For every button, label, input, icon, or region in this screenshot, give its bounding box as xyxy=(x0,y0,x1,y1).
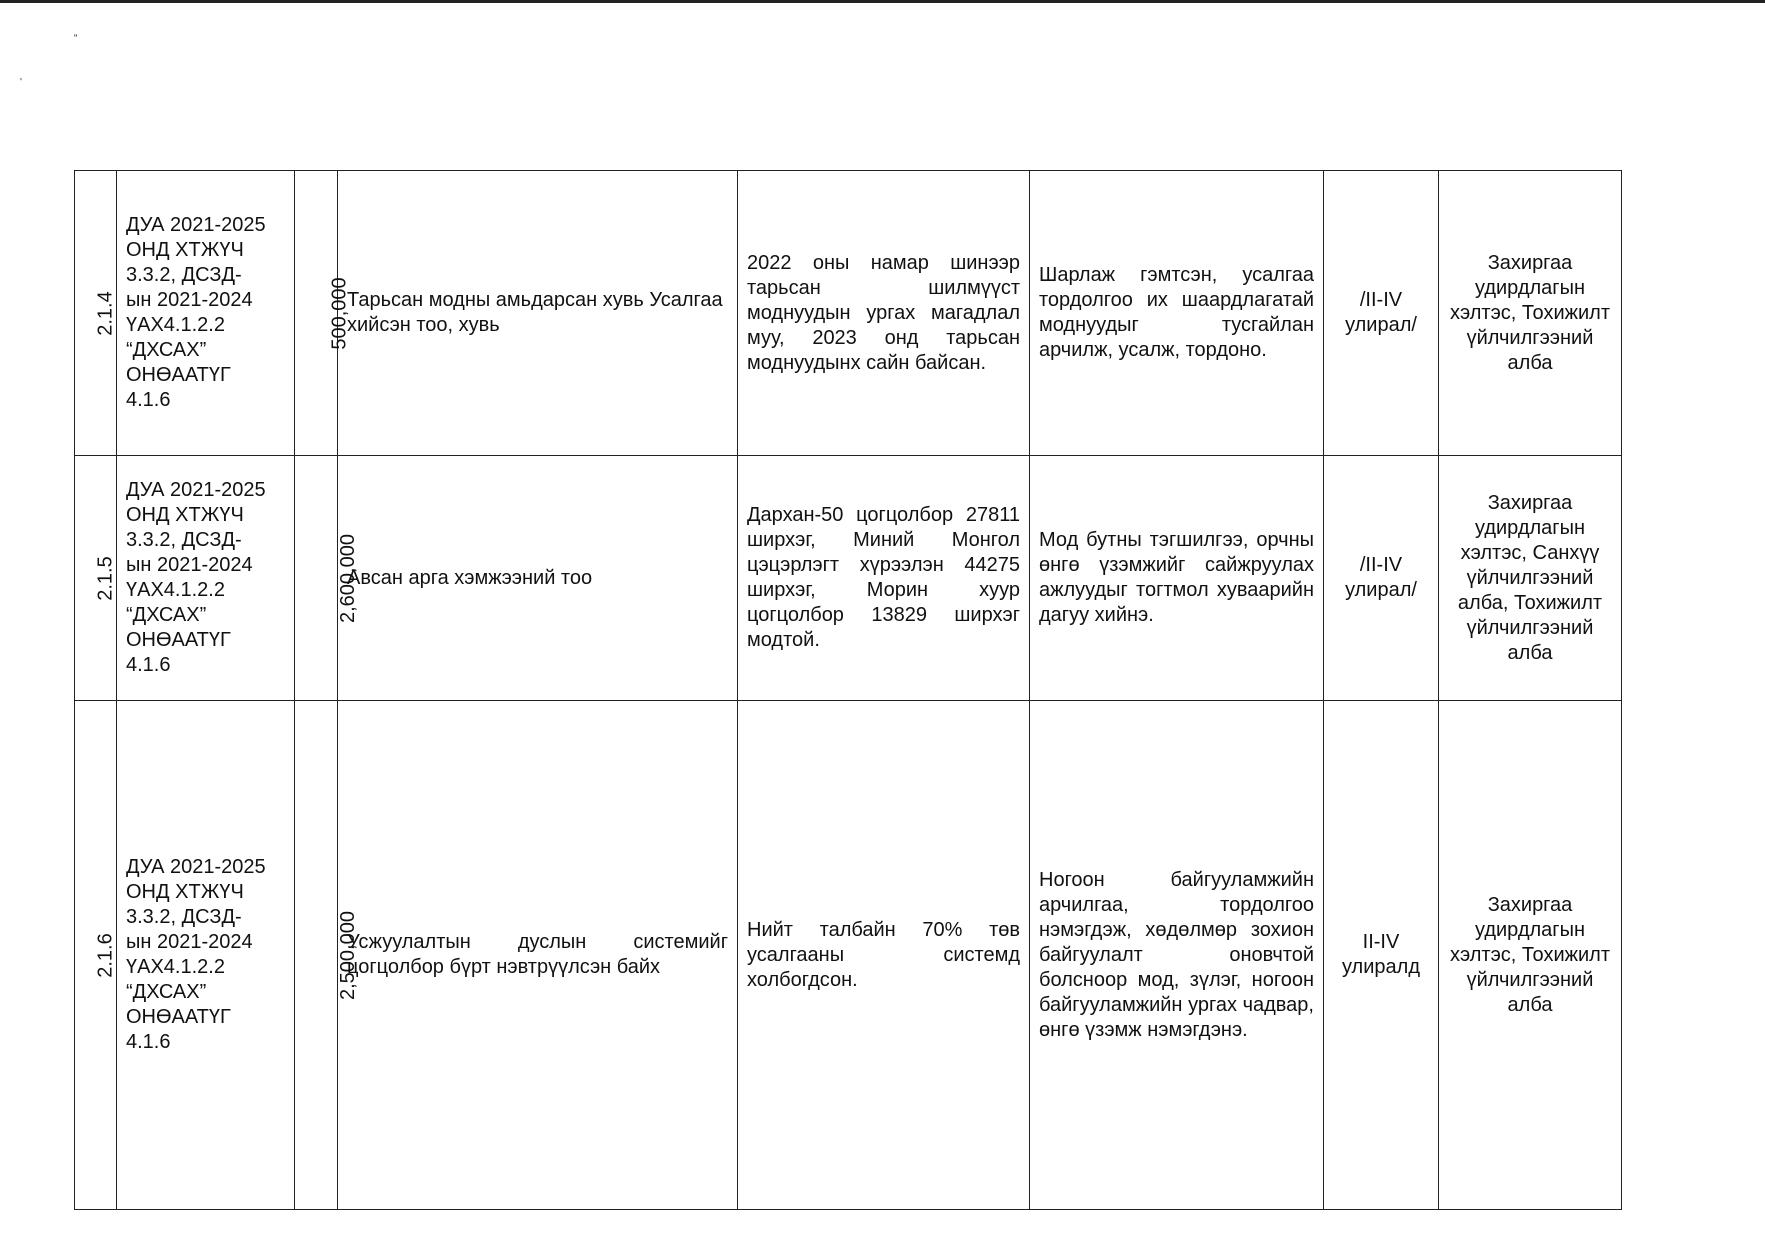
reference-line: “ДХСАХ” xyxy=(126,339,207,361)
reference-cell xyxy=(117,171,295,456)
reference-line: ын 2021-2024 xyxy=(126,289,253,311)
table-row xyxy=(75,701,1622,1210)
reference-line: ОНӨААТҮГ xyxy=(126,1006,231,1028)
timeline-cell: II-IV улиралд xyxy=(1324,701,1439,1210)
reference-line: ын 2021-2024 xyxy=(126,931,253,953)
reference-line: ОНӨААТҮГ xyxy=(126,629,231,651)
indicator-cell: Усжуулалтын дуслын системийг цогцолбор бүрт нэвтрүүлсэн байх xyxy=(338,701,738,1210)
reference-line: ын 2021-2024 xyxy=(126,554,253,576)
reference-line: 4.1.6 xyxy=(126,389,171,411)
action-cell: Мод бутны тэгшилгээ, орчны өнгө үзэмжийг сайжруулах ажлуудыг тогтмол хуваарийн дагуу хийнэ. xyxy=(1030,456,1324,701)
table-row xyxy=(75,171,1622,456)
responsible-cell: Захиргаа удирдлагын хэлтэс, Тохижилт үйлчилгээний алба xyxy=(1439,701,1622,1210)
scan-speck: “ xyxy=(74,33,78,44)
budget-amount: 2,500,000 xyxy=(336,910,359,1000)
reference-line: ДУА 2021-2025 xyxy=(126,479,266,501)
page-top-border xyxy=(0,0,1765,3)
baseline-cell: 2022 оны намар шинээр тарьсан шилмүүст моднуудын ургах магадлал муу, 2023 онд тарьсан моднуудынх сайн байсан. xyxy=(738,171,1030,456)
item-number: 2.1.5 xyxy=(94,555,117,601)
budget-cell xyxy=(295,456,359,701)
reference-line: ҮАХ4.1.2.2 xyxy=(126,579,225,601)
reference-line: ОНД ХТЖҮЧ xyxy=(126,504,244,526)
timeline-cell: /II-IV улирал/ xyxy=(1324,171,1439,456)
item-number-cell xyxy=(75,701,117,1210)
item-number-cell xyxy=(75,456,117,701)
table-row xyxy=(75,456,1622,701)
indicator-cell: Тарьсан модны амьдарсан хувь Усалгаа хийсэн тоо, хувь xyxy=(338,171,738,456)
reference-line: 3.3.2, ДСЗД- xyxy=(126,906,242,928)
budget-cell xyxy=(295,171,351,456)
reference-line: ҮАХ4.1.2.2 xyxy=(126,314,225,336)
item-number: 2.1.4 xyxy=(94,290,117,336)
responsible-cell: Захиргаа удирдлагын хэлтэс, Санхүү үйлчилгээний алба, Тохижилт үйлчилгээний алба xyxy=(1439,456,1622,701)
budget-cell xyxy=(295,701,359,1210)
reference-line: 4.1.6 xyxy=(126,654,171,676)
reference-line: 3.3.2, ДСЗД- xyxy=(126,264,242,286)
reference-line: ОНД ХТЖҮЧ xyxy=(126,239,244,261)
reference-line: “ДХСАХ” xyxy=(126,981,207,1003)
action-cell: Ногоон байгууламжийн арчилгаа, тордолгоо нэмэгдэж, хөдөлмөр зохион байгуулалт оновчтой болсноор мод, зүлэг, ногоон байгууламжийн ургах чадвар, өнгө үзэмж нэмэгдэнэ. xyxy=(1030,701,1324,1210)
action-plan-table xyxy=(74,170,1622,1210)
reference-line: ОНӨААТҮГ xyxy=(126,364,231,386)
reference-line: “ДХСАХ” xyxy=(126,604,207,626)
reference-line: 4.1.6 xyxy=(126,1031,171,1053)
indicator-cell: Авсан арга хэмжээний тоо xyxy=(338,456,738,701)
responsible-cell: Захиргаа удирдлагын хэлтэс, Тохижилт үйлчилгээний алба xyxy=(1439,171,1622,456)
reference-line: ДУА 2021-2025 xyxy=(126,214,266,236)
budget-amount: 2,600,000 xyxy=(336,533,359,623)
reference-line: ОНД ХТЖҮЧ xyxy=(126,881,244,903)
action-cell: Шарлаж гэмтсэн, усалгаа тордолгоо их шаардлагатай моднуудыг тусгайлан арчилж, усалж, тордоно. xyxy=(1030,171,1324,456)
reference-cell xyxy=(117,456,295,701)
scan-speck: ' xyxy=(20,77,22,88)
reference-line: ҮАХ4.1.2.2 xyxy=(126,956,225,978)
item-number: 2.1.6 xyxy=(94,932,117,978)
timeline-cell: /II-IV улирал/ xyxy=(1324,456,1439,701)
budget-amount: 500,000 xyxy=(328,276,351,350)
reference-line: 3.3.2, ДСЗД- xyxy=(126,529,242,551)
baseline-cell: Дархан-50 цогцолбор 27811 ширхэг, Миний Монгол цэцэрлэгт хүрээлэн 44275 ширхэг, Морин хуур цогцолбор 13829 ширхэг модтой. xyxy=(738,456,1030,701)
reference-line: ДУА 2021-2025 xyxy=(126,856,266,878)
reference-cell xyxy=(117,701,295,1210)
baseline-cell: Нийт талбайн 70% төв усалгааны системд холбогдсон. xyxy=(738,701,1030,1210)
item-number-cell xyxy=(75,171,117,456)
